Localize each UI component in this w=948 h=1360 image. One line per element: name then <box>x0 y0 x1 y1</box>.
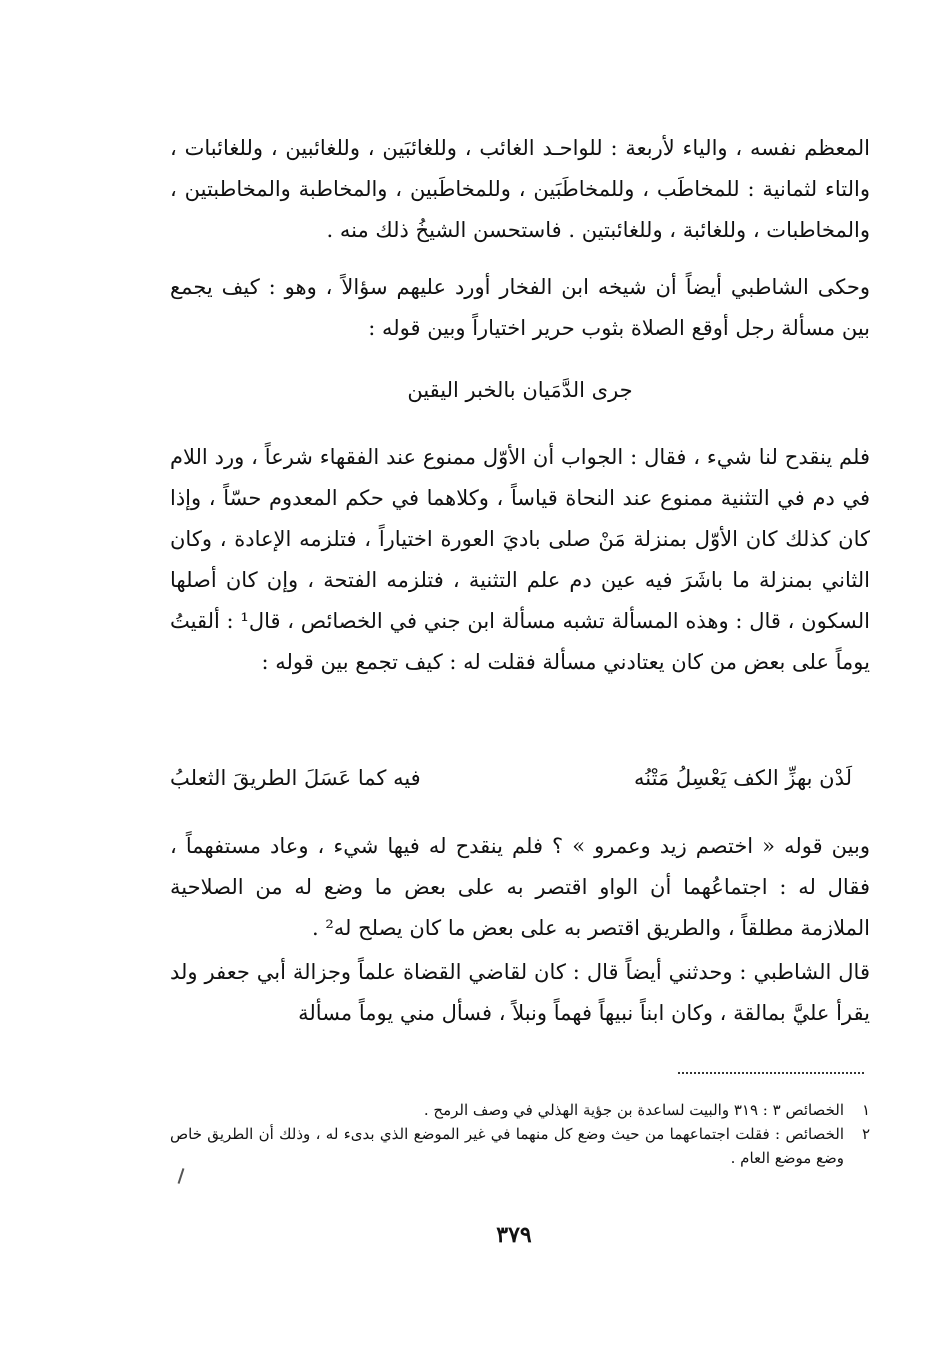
verse-line: جرى الدَّمَيان بالخبر اليقين <box>407 378 633 402</box>
verse-hemistich-first: لَدْن بهزِّ الكف يَعْسِلُ مَتْنُه <box>633 766 852 790</box>
paragraph-text: قال الشاطبي : وحدثني أيضاً قال : كان لقاضي القضاة علماً وجزالة أبي جعفر ولد يقرأ عليَّ بمالقة ، وكان ابناً نبيهاً فهماً ونبلاً ، فسأل مني يوماً مسألة <box>170 960 870 1025</box>
paragraph-text: وحكى الشاطبي أيضاً أن شيخه ابن الفخار أورد عليهم سؤالاً ، وهو : كيف يجمع بين مسألة رجل أوقع الصلاة بثوب حرير اختياراً وبين قوله : <box>170 275 870 340</box>
body-paragraph <box>170 437 870 683</box>
footnote-text: الخصائص : فقلت اجتماعهما من حيث وضع كل منهما في غير الموضع الذي بدىء له ، وذلك أن الطريق خاص وضع موضع العام . <box>170 1125 844 1167</box>
paragraph-text: المعظم نفسه ، والياء لأربعة : للواحـد الغائب ، وللغائبَين ، وللغائبين ، وللغائبات ، والتاء لثمانية : للمخاطَب ، وللمخاطَبَين ، وللمخاطَبين ، والمخاطبة والمخاطبتين ، والمخاطبات ، وللغائبة ، وللغائبتين . فاستحسن الشيخُ ذلك منه . <box>170 136 870 242</box>
pen-mark <box>178 1168 185 1184</box>
body-paragraph <box>170 952 870 1034</box>
body-paragraph <box>170 826 870 949</box>
footnote-text: الخصائص ٣ : ٣١٩ والبيت لساعدة بن جؤية الهذلي في وصف الرمح . <box>423 1101 844 1119</box>
footnote-number: ١ <box>861 1101 870 1119</box>
page-number: ٣٧٩ <box>496 1222 532 1248</box>
verse-couplet <box>170 758 870 798</box>
body-paragraph <box>170 128 870 251</box>
verse-hemistich-second: فيه كما عَسَلَ الطريقَ الثعلبُ <box>170 766 421 790</box>
paragraph-text: وبين قوله « اختصم زيد وعمرو » ؟ فلم ينقدح له فيها شيء ، وعاد مستفهماً ، فقال له : اجتماعُهما أن الواو اقتصر به على بعض ما وضع له من الصلاحية الملازمة مطلقاً ، والطريق اقتصر به على بعض ما كان يصلح له² . <box>170 834 870 940</box>
footnote <box>170 1098 870 1122</box>
footnotes <box>170 1098 870 1170</box>
footnote-number: ٢ <box>861 1125 870 1143</box>
footnote <box>170 1122 870 1170</box>
body-paragraph <box>170 267 870 349</box>
paragraph-text: فلم ينقدح لنا شيء ، فقال : الجواب أن الأوّل ممنوع عند الفقهاء شرعاً ، ورد اللام في دم في التثنية ممنوع عند النحاة قياساً ، وكلاهما في حكم المعدوم حسّاً ، وإذا كان كذلك كان الأوّل بمنزلة مَنْ صلى باديَ العورة اختياراً ، فتلزمه الإعادة ، وكان الثاني بمنزلة ما باشَرَ فيه عين دم علم التثنية ، فتلزمه الفتحة ، وإن كان أصلها السكون ، قال : وهذه المسألة تشبه مسألة ابن جني في الخصائص ، قال¹ : ألقيتُ يوماً على بعض من كان يعتادني مسألة فقلت له : كيف تجمع بين قوله : <box>170 445 870 674</box>
footnote-divider <box>678 1072 864 1074</box>
